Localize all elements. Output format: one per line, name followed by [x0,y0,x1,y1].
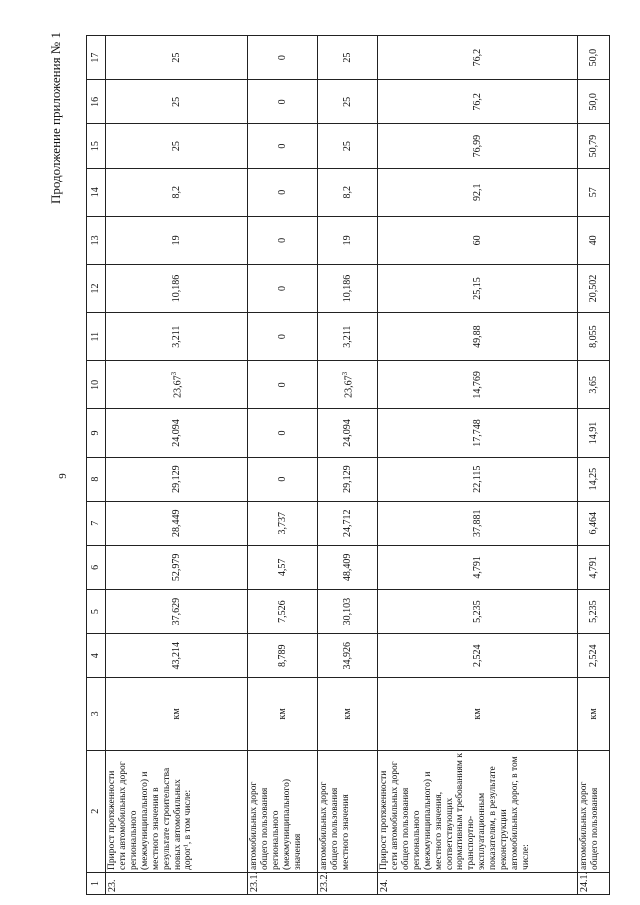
row-value: 2,524 [378,634,578,678]
row-value: 8,789 [248,634,318,678]
row-value: 23,67$^3$ [106,361,248,409]
row-name: автомобильных дорог общего пользования регионального (межмуниципального) значения [248,750,318,872]
row-unit: км [106,678,248,750]
row-index: 23.1. [248,872,318,894]
row-unit: км [578,678,610,750]
row-value: 10,186 [106,264,248,312]
column-header-13: 13 [87,216,106,264]
row-value: 10,186 [318,264,378,312]
row-value: 76,2 [378,80,578,124]
row-value: 3,737 [248,501,318,545]
row-name: Прирост протяженности сети автомобильных дорог общего пользования регионального (межмуниципального) и местного значения, соответствующих нормативным требованиям к транспортно-эксплуатационным показателям, в результате реконструкции автомобильных дорог, в том числе: [378,750,578,872]
row-value: 0 [248,264,318,312]
row-value: 34,926 [318,634,378,678]
rotated-table-wrapper [86,35,608,895]
row-value: 0 [248,361,318,409]
row-value: 4,791 [378,545,578,589]
row-value: 0 [248,168,318,216]
table-row [248,36,318,895]
row-value: 0 [248,36,318,80]
row-value: 57 [578,168,610,216]
table-row [318,36,378,895]
table-row [106,36,248,895]
column-header-2: 2 [87,750,106,872]
row-value: 25 [318,36,378,80]
row-value: 8,055 [578,313,610,361]
column-header-5: 5 [87,589,106,633]
row-index: 23.2. [318,872,378,894]
row-unit: км [248,678,318,750]
data-table [86,35,610,895]
row-value: 0 [248,313,318,361]
row-value: 49,88 [378,313,578,361]
row-value: 50,0 [578,80,610,124]
row-value: 25 [106,80,248,124]
row-value: 22,115 [378,457,578,501]
row-value: 25,15 [378,264,578,312]
row-value: 25 [106,124,248,168]
row-value: 8,2 [318,168,378,216]
row-value: 60 [378,216,578,264]
row-value: 3,65 [578,361,610,409]
column-header-7: 7 [87,501,106,545]
row-value: 50,79 [578,124,610,168]
header-row [87,36,106,895]
row-value: 25 [318,80,378,124]
row-value: 19 [318,216,378,264]
row-value: 4,791 [578,545,610,589]
row-value: 25 [318,124,378,168]
row-name: автомобильных дорог общего пользования местного значения [318,750,378,872]
row-name: автомобильных дорог общего пользования [578,750,610,872]
appendix-caption: Продолжение приложения № 1 [47,32,63,204]
row-value: 92,1 [378,168,578,216]
row-value: 48,409 [318,545,378,589]
column-header-17: 17 [87,36,106,80]
row-value: 0 [248,409,318,457]
column-header-6: 6 [87,545,106,589]
page-number: 9 [56,473,69,479]
row-value: 7,526 [248,589,318,633]
row-unit: км [318,678,378,750]
row-value: 4,57 [248,545,318,589]
row-index: 24. [378,872,578,894]
row-value: 37,881 [378,501,578,545]
row-value: 28,449 [106,501,248,545]
row-value: 24,094 [318,409,378,457]
column-header-16: 16 [87,80,106,124]
row-value: 50,0 [578,36,610,80]
row-value: 0 [248,457,318,501]
row-value: 6,464 [578,501,610,545]
row-value: 23,67$^3$ [318,361,378,409]
column-header-3: 3 [87,678,106,750]
column-header-14: 14 [87,168,106,216]
row-value: 17,748 [378,409,578,457]
column-header-10: 10 [87,361,106,409]
row-value: 37,629 [106,589,248,633]
row-value: 24,712 [318,501,378,545]
row-value: 24,094 [106,409,248,457]
row-value: 20,502 [578,264,610,312]
row-value: 3,211 [318,313,378,361]
row-value: 2,524 [578,634,610,678]
row-value: 52,979 [106,545,248,589]
row-value: 43,214 [106,634,248,678]
row-value: 0 [248,80,318,124]
column-header-9: 9 [87,409,106,457]
row-value: 14,25 [578,457,610,501]
column-header-15: 15 [87,124,106,168]
table-body [87,36,610,895]
row-value: 14,91 [578,409,610,457]
row-value: 40 [578,216,610,264]
row-value: 30,103 [318,589,378,633]
table-row [378,36,578,895]
column-header-4: 4 [87,634,106,678]
row-index: 23. [106,872,248,894]
table-row [578,36,610,895]
row-value: 19 [106,216,248,264]
column-header-11: 11 [87,313,106,361]
row-value: 5,235 [378,589,578,633]
column-header-8: 8 [87,457,106,501]
row-index: 24.1. [578,872,610,894]
row-value: 76,99 [378,124,578,168]
row-value: 3,211 [106,313,248,361]
row-value: 5,235 [578,589,610,633]
row-unit: км [378,678,578,750]
row-value: 29,129 [318,457,378,501]
row-value: 29,129 [106,457,248,501]
row-name: Прирост протяженности сети автомобильных дорог регионального (межмуниципального) и местного значения в результате строительства новых автомобильных дорог¹, в том числе: [106,750,248,872]
row-value: 25 [106,36,248,80]
column-header-1: 1 [87,872,106,894]
row-value: 8,2 [106,168,248,216]
row-value: 0 [248,124,318,168]
column-header-12: 12 [87,264,106,312]
row-value: 76,2 [378,36,578,80]
row-value: 0 [248,216,318,264]
row-value: 14,769 [378,361,578,409]
